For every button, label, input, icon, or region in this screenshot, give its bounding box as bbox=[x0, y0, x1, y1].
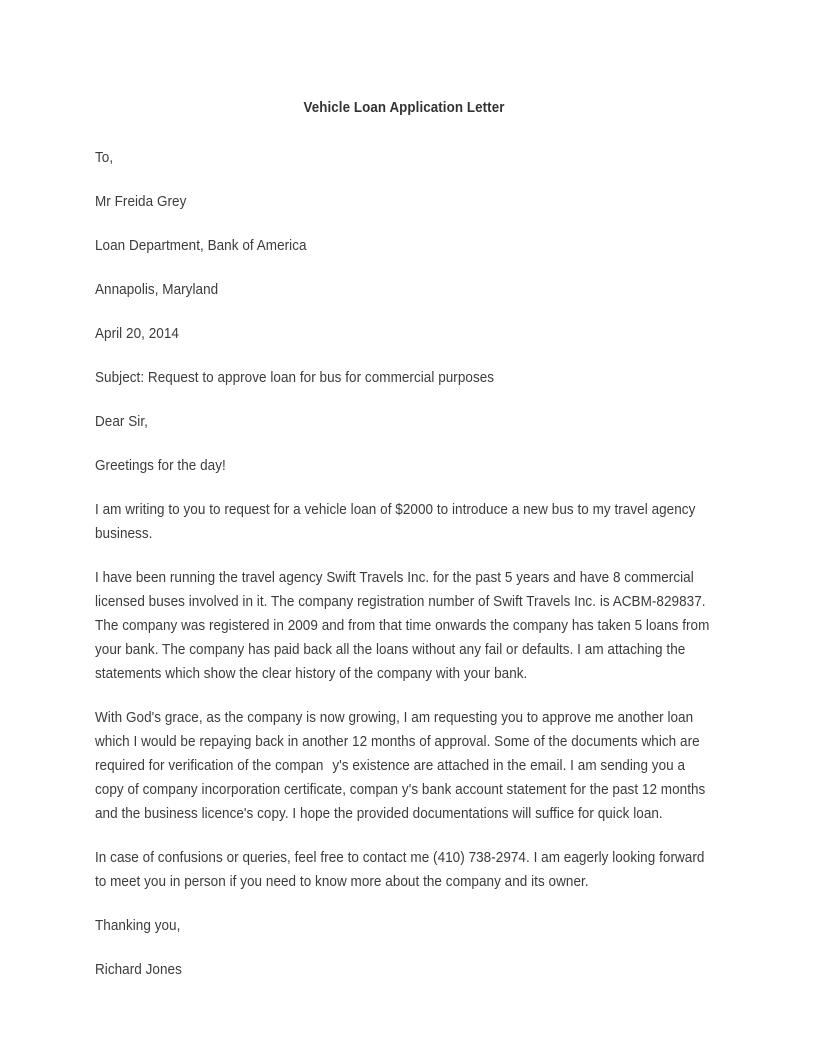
body-documents-segment-first: With God's grace, as the company is now growing, I am requesting you to approve me another loan which I would be repaying back in another 12 months of approval. Some of the documents which are required for verification of the compan bbox=[95, 709, 700, 774]
body-paragraph-documents bbox=[95, 706, 713, 826]
body-paragraph-request: I am writing to you to request for a vehicle loan of $2000 to introduce a new bus to my travel agency business. bbox=[95, 501, 696, 542]
greeting-dear-sir: Dear Sir, bbox=[95, 413, 148, 430]
letter-date: April 20, 2014 bbox=[95, 325, 179, 342]
page-title: Vehicle Loan Application Letter bbox=[303, 100, 505, 116]
body-paragraph-background: I have been running the travel agency Swift Travels Inc. for the past 5 years and have 8 commercial licensed buses involved in it. The company registration number of Swift Travels Inc. is ACBM-829837. The company was registered in 2009 and from that time onwards the company has taken 5 loans from your bank. The company has paid back all the loans without any fail or defaults. I am attaching the statements which show the clear history of the company with your bank. bbox=[95, 569, 710, 682]
recipient-department: Loan Department, Bank of America bbox=[95, 237, 307, 254]
signature-name: Richard Jones bbox=[95, 961, 182, 978]
salutation-to: To, bbox=[95, 149, 114, 166]
body-paragraph-contact: In case of confusions or queries, feel free to contact me (410) 738-2974. I am eagerly looking forward to meet you in person if you need to know more about the company and its owner. bbox=[95, 849, 705, 890]
greeting-day: Greetings for the day! bbox=[95, 457, 226, 474]
closing-thanks: Thanking you, bbox=[95, 917, 181, 934]
body-documents-segment-second: y's existence are attached in the email. I am sending you a copy of company incorporation certificate, compan y's bank account statement for the past 12 months and the business licence's copy. I hope the provided documentations will suffice for quick loan. bbox=[95, 757, 706, 822]
recipient-location: Annapolis, Maryland bbox=[95, 281, 219, 298]
letter-content bbox=[95, 100, 713, 982]
subject-line: Subject: Request to approve loan for bus for commercial purposes bbox=[95, 369, 495, 386]
recipient-name: Mr Freida Grey bbox=[95, 193, 187, 210]
